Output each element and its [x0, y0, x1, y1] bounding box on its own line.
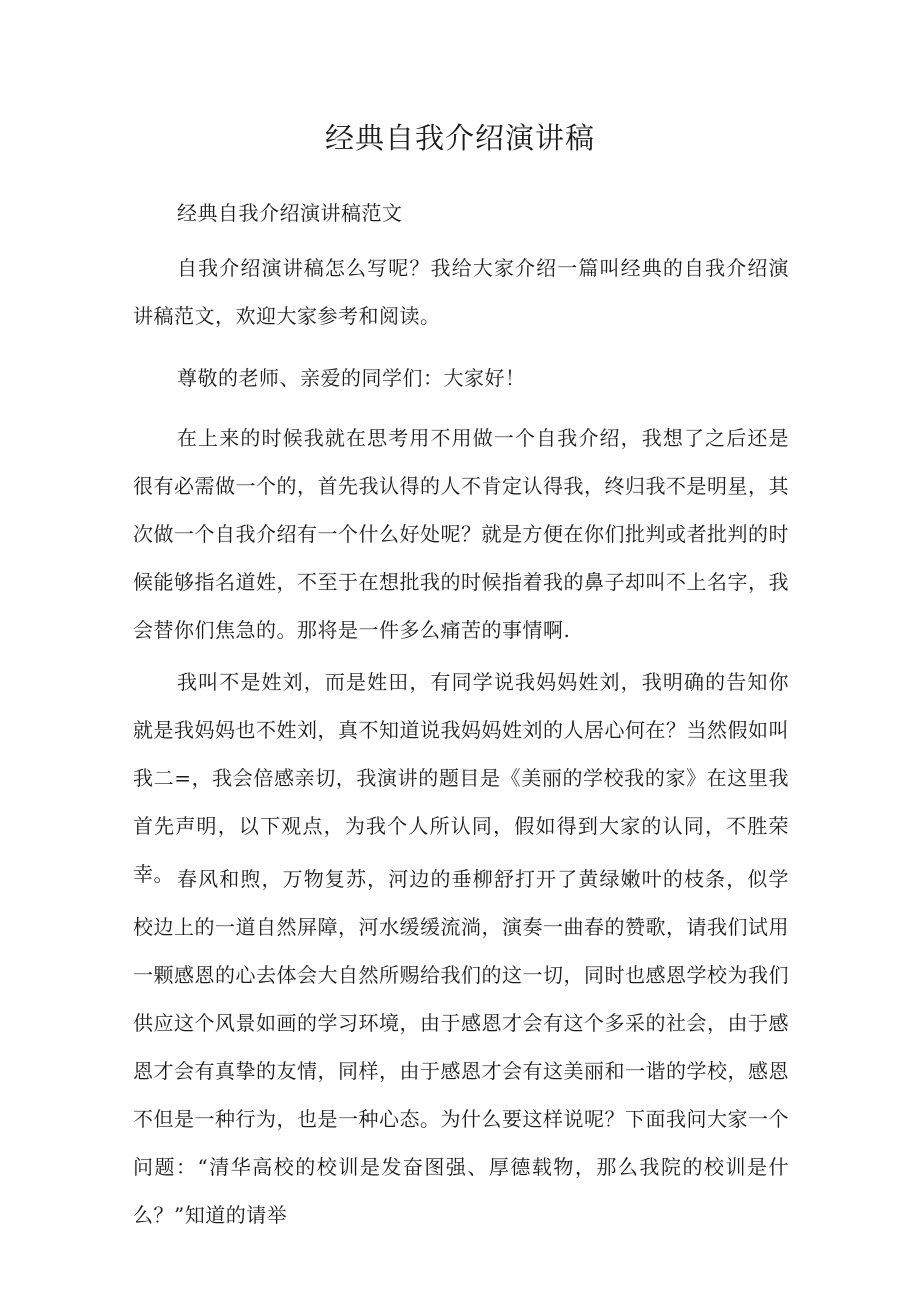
document-title: 经典自我介绍演讲稿: [324, 121, 595, 155]
subtitle-paragraph: 经典自我介绍演讲稿范文: [177, 201, 403, 225]
body-paragraph-3: 春风和煦，万物复苏，河边的垂柳舒打开了黄绿嫩叶的枝条，似学校边上的一道自然屏障，河水缓缓流淌，演奏一曲春的赞歌，请我们试用一颗感恩的心去体会大自然所赐给我们的这一切，同时也感恩学校为我们供应这个风景如画的学习环境，由于感恩才会有这个多采的社会，由于感恩才会有真挚的友情，同样，由于感恩才会有这美丽和一谐的学校，感恩不但是一种行为，也是一种心态。为什么要这样说呢？下面我问大家一个问题：“清华高校的校训是发奋图强、厚德载物，那么我院的校训是什么？”知道的请举: [133, 867, 789, 1227]
greeting-paragraph: 尊敬的老师、亲爱的同学们：大家好！: [177, 366, 526, 390]
body-paragraph-2: 我叫不是姓刘，而是姓田，有同学说我妈妈姓刘，我明确的告知你就是我妈妈也不姓刘，真不知道说我妈妈姓刘的人居心何在？当然假如叫我二=，我会倍感亲切，我演讲的题目是《美丽的学校我的家》在这里我首先声明，以下观点，为我个人所认同，假如得到大家的认同，不胜荣幸。: [133, 670, 789, 886]
body-paragraph-1: 在上来的时候我就在思考用不用做一个自我介绍，我想了之后还是很有必需做一个的，首先我认得的人不肯定认得我，终归我不是明星，其次做一个自我介绍有一个什么好处呢？就是方便在你们批判或者批判的时候能够指名道姓，不至于在想批我的时候指着我的鼻子却叫不上名字，我会替你们焦急的。那将是一件多么痛苦的事情啊.: [133, 426, 789, 642]
intro-paragraph: 自我介绍演讲稿怎么写呢？我给大家介绍一篇叫经典的自我介绍演讲稿范文，欢迎大家参考和阅读。: [133, 256, 789, 328]
